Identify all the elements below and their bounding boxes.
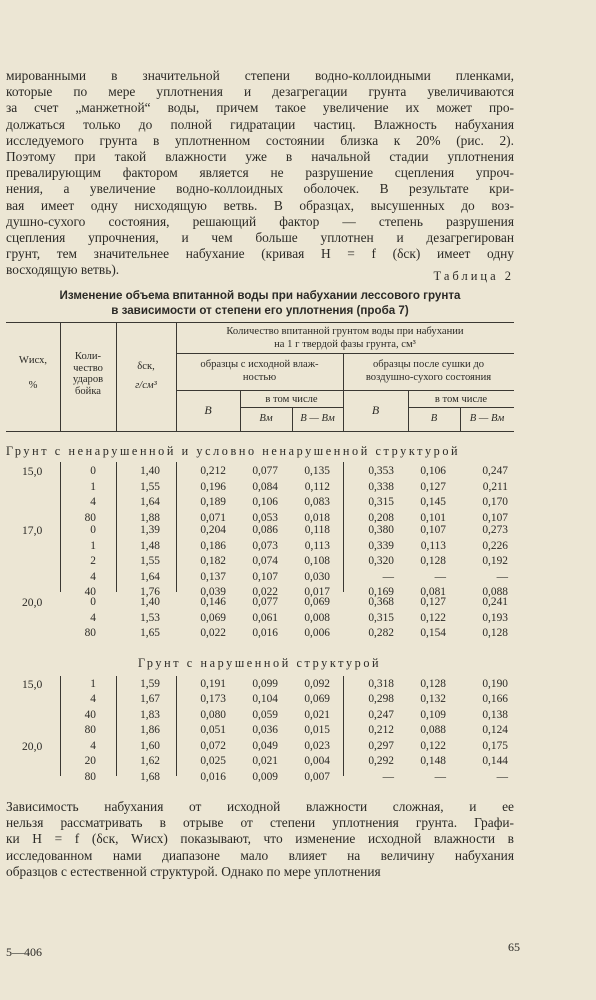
- table-cell: 0,182: [200, 555, 226, 567]
- paragraph-bottom-line-2: нельзя рассматривать в отрыве от степени уплотнения грунта. Графи-: [6, 815, 514, 831]
- header-incl-a: в том числе: [265, 394, 318, 405]
- header-incl-b: в том числе: [434, 394, 488, 405]
- paragraph-bottom: [6, 799, 514, 880]
- table-cell: —: [434, 570, 446, 583]
- table-cell: 0,006: [304, 627, 330, 639]
- table-cell: 80: [84, 770, 96, 783]
- paragraph-top-line-2: которые по мере уплотнения и дезагрегации грунта увеличиваются: [6, 84, 514, 100]
- table-cell: 1,55: [140, 555, 160, 567]
- header-b-a: B: [204, 403, 212, 417]
- table-cell: 0,320: [368, 555, 394, 567]
- table-cell: 1,64: [140, 496, 160, 508]
- table-cell: 0,016: [200, 770, 226, 783]
- w-value: 20,0: [22, 596, 43, 609]
- table-cell: 0,107: [252, 570, 278, 583]
- paragraph-bottom-line-4: исследованном нами диапазоне мало влияет на величину набухания: [6, 847, 514, 863]
- table-cell: 4: [90, 611, 96, 624]
- header-b-b: B: [371, 403, 380, 417]
- table-cell: 0,297: [368, 740, 394, 752]
- table-cell: 0,212: [200, 465, 226, 477]
- table-cell: 1,40: [140, 465, 160, 477]
- table-cell: 4: [90, 570, 96, 583]
- table-cell: 0,190: [482, 678, 508, 690]
- w-value: 15,0: [22, 465, 43, 478]
- paragraph-top-line-9: вая имеет одну нисходящую ветвь. В образцах, высушенных до воз-: [6, 197, 514, 213]
- table-cell: —: [496, 770, 508, 783]
- table-cell: 0,092: [304, 678, 330, 690]
- header-qty-line-2: на 1 г твердой фазы грунта, см³: [274, 338, 416, 350]
- table-cell: 0,009: [252, 770, 278, 783]
- table-cell: 0,053: [252, 511, 278, 524]
- table-cell: 1,40: [140, 596, 160, 608]
- table-cell: 0,051: [200, 723, 226, 736]
- table-cell: 0,061: [252, 611, 278, 624]
- table-cell: 0,021: [304, 708, 330, 721]
- table-cell: 0,247: [482, 465, 508, 477]
- table-cell: 0,208: [368, 511, 394, 524]
- table-label: Таблица 2: [433, 269, 514, 283]
- table-cell: 0,039: [200, 586, 226, 598]
- table-cell: 20: [84, 755, 96, 768]
- table-cell: 0,077: [252, 465, 278, 477]
- table-cell: 0,113: [420, 539, 446, 552]
- table-cell: 0,144: [482, 755, 508, 768]
- table-cell: 0,069: [304, 693, 330, 706]
- table-cell: 0,128: [482, 627, 508, 639]
- table-cell: 0,186: [200, 539, 226, 552]
- table-title-line-2: в зависимости от степени его уплотнения (проба 7): [111, 303, 409, 317]
- header-qty-line-1: Количество впитанной грунтом воды при набухании: [226, 326, 464, 337]
- header-w-isx-label: Wисх,: [18, 355, 48, 366]
- header-group-b-line-2: воздушно-сухого состояния: [365, 371, 492, 383]
- header-blows-line-4: бойка: [74, 385, 102, 397]
- table-cell: 0,145: [420, 496, 446, 508]
- table-cell: 0,104: [252, 693, 278, 706]
- table-cell: 0,036: [252, 723, 278, 736]
- paragraph-top-line-10: душно-сухого состояния, решающий фактор — степень разрушения: [6, 213, 514, 229]
- page-number: 65: [508, 940, 520, 954]
- header-blows-line-2: чество: [73, 362, 103, 374]
- table-cell: 0,127: [420, 596, 446, 608]
- paragraph-top-line-5: исследуемого грунта в уплотненном состоянии близка к 20% (рис. 2).: [6, 132, 514, 148]
- table-cell: 1,59: [140, 678, 160, 690]
- paragraph-bottom-line-5: образцов с естественной структурой. Однако по мере уплотнения: [6, 863, 381, 879]
- table-cell: 0,273: [482, 524, 508, 536]
- table-cell: 0,175: [482, 740, 508, 752]
- w-value: 20,0: [22, 740, 43, 753]
- table-cell: 1,68: [140, 770, 160, 783]
- table-cell: 0,069: [304, 596, 330, 608]
- table-cell: 0,083: [304, 496, 330, 508]
- table-cell: 0,059: [252, 708, 278, 721]
- table-cell: 0,339: [368, 539, 394, 552]
- paragraph-top-line-4: должаться только до полной гидратации частиц. Влажность набухания: [6, 116, 514, 132]
- table-cell: 0,106: [252, 496, 278, 508]
- table-cell: 0,189: [200, 496, 226, 508]
- header-delta-label: δск,: [137, 361, 155, 372]
- table-cell: 0,099: [252, 678, 278, 690]
- table-cell: 1: [90, 539, 96, 552]
- paragraph-top-line-8: нения, а увеличение водно-коллоидных оболочек. В результате кри-: [6, 181, 514, 197]
- table-cell: 0,023: [304, 740, 330, 752]
- footer-signature: 5—406: [6, 945, 42, 959]
- paragraph-bottom-line-1: Зависимость набухания от исходной влажности сложная, и ее: [6, 799, 514, 814]
- table-cell: 0,080: [200, 708, 226, 721]
- table-cell: 0,072: [200, 740, 226, 752]
- table-cell: 0,338: [368, 480, 394, 493]
- table-cell: 0,022: [252, 586, 278, 598]
- table-cell: 0,169: [368, 586, 394, 598]
- table-cell: 0,173: [200, 693, 226, 706]
- table-cell: 4: [90, 693, 96, 706]
- header-group-a-line-1: образцы с исходной влаж-: [200, 359, 319, 370]
- table-cell: 4: [90, 740, 96, 752]
- table-cell: 1,65: [140, 627, 160, 639]
- table-cell: 0,211: [482, 480, 508, 493]
- table-cell: 1,55: [140, 480, 160, 493]
- table-cell: 0,071: [200, 511, 226, 524]
- table-cell: 0,282: [368, 627, 394, 639]
- table-cell: 0,204: [200, 524, 226, 536]
- table-cell: 0,192: [482, 555, 508, 567]
- table-cell: 0: [90, 465, 96, 477]
- w-value: 15,0: [22, 678, 43, 691]
- table-cell: —: [382, 570, 394, 583]
- table-cell: 0,086: [252, 524, 278, 536]
- header-group-b-line-1: образцы после сушки до: [372, 359, 485, 370]
- table-cell: 0,118: [304, 524, 330, 536]
- table-cell: 0,088: [482, 586, 508, 598]
- header-delta-unit: г/см³: [135, 379, 157, 391]
- table-cell: 1,62: [140, 755, 160, 768]
- table-cell: 1: [90, 678, 96, 690]
- table-cell: 0,017: [304, 586, 330, 598]
- table-cell: 0,353: [368, 465, 394, 477]
- table-cell: 0,081: [420, 586, 446, 598]
- table-cell: 0,021: [252, 755, 278, 768]
- paragraph-top-line-13: восходящую ветвь).: [6, 262, 120, 278]
- table-cell: 0,007: [304, 770, 330, 783]
- table-cell: 0,212: [368, 723, 394, 736]
- table-cell: 0,122: [420, 611, 446, 624]
- table-cell: 0,380: [368, 524, 394, 536]
- table-cell: 0,107: [420, 524, 446, 536]
- table-cell: 0,074: [252, 555, 278, 567]
- table-cell: 0,025: [200, 755, 226, 768]
- table-cell: 0,015: [304, 723, 330, 736]
- table-cell: 0,128: [420, 678, 446, 690]
- table-cell: 1,53: [140, 611, 160, 624]
- table-cell: 4: [90, 496, 96, 508]
- header-bm-b: B: [430, 413, 438, 424]
- table-cell: —: [434, 770, 446, 783]
- table-cell: 0,124: [482, 723, 508, 736]
- table-title-line-1: Изменение объема впитанной воды при набухании лессового грунта: [59, 289, 461, 302]
- table-cell: 0,318: [368, 678, 394, 690]
- table-cell: 0,016: [252, 627, 278, 639]
- section-heading-disturbed: Грунт с нарушенной структурой: [138, 656, 382, 670]
- paragraph-top-line-3: за счет „манжетной“ воды, причем такое увеличение их может про-: [6, 100, 514, 116]
- table-cell: 0,022: [200, 627, 226, 639]
- table-cell: 0,226: [482, 539, 508, 552]
- table-cell: 0,196: [200, 480, 226, 493]
- table-cell: 0,077: [252, 596, 278, 608]
- header-blows-line-3: ударов: [72, 374, 104, 385]
- table-cell: 0,049: [252, 740, 278, 752]
- table-cell: 0,138: [482, 708, 508, 721]
- header-w-unit: %: [28, 379, 38, 391]
- table-cell: 0,008: [304, 611, 330, 624]
- table-cell: 0,315: [368, 496, 394, 508]
- header-group-a-line-2: ностью: [242, 371, 277, 383]
- table-cell: 0,137: [200, 570, 226, 583]
- table-cell: 80: [84, 723, 96, 736]
- table-cell: 0: [90, 524, 96, 536]
- table-cell: 0,170: [482, 496, 508, 508]
- paragraph-top-line-12: грунт, тем значительнее набухание (кривая H = f (δск) имеет одну: [6, 246, 514, 262]
- paragraph-top-line-6: Поэтому при такой влажности уже в начальной стадии уплотнения: [6, 148, 514, 164]
- table-cell: 0,247: [368, 708, 394, 721]
- table-cell: 0,191: [200, 678, 226, 690]
- table-cell: 0,108: [304, 555, 330, 567]
- table-cell: 1,88: [140, 511, 160, 524]
- table-cell: 0,148: [420, 755, 446, 768]
- table-cell: 0,315: [368, 611, 394, 624]
- table-cell: 0,101: [420, 511, 446, 524]
- table-cell: 1,86: [140, 723, 160, 736]
- table-cell: 0,107: [482, 511, 508, 524]
- table-cell: 1,48: [140, 539, 160, 552]
- table-cell: 80: [84, 627, 96, 639]
- table-cell: 0,193: [482, 611, 508, 624]
- table-cell: 1,67: [140, 693, 160, 706]
- table-cell: —: [496, 570, 508, 583]
- table-cell: 1,76: [140, 586, 160, 598]
- table-cell: 0,018: [304, 511, 330, 524]
- table-cell: 40: [84, 586, 96, 598]
- table-cell: 0,084: [252, 480, 278, 493]
- table-cell: 1,39: [140, 524, 160, 536]
- table-cell: 0,128: [420, 555, 446, 567]
- table-cell: 0,154: [420, 627, 446, 639]
- table-cell: 0,127: [420, 480, 446, 493]
- table-cell: 0,292: [368, 755, 394, 768]
- paragraph-top-line-1: мированными в значительной степени водно-коллоидными пленками,: [6, 68, 514, 83]
- table-cell: 0,132: [420, 693, 446, 706]
- table-cell: 0,166: [482, 693, 508, 706]
- table-cell: 0,113: [304, 539, 330, 552]
- table-cell: 0,004: [304, 755, 330, 768]
- table-cell: 1,64: [140, 570, 160, 583]
- table-cell: 0,088: [420, 723, 446, 736]
- header-bm-a: Bм: [259, 413, 273, 424]
- table-cell: 0,298: [368, 693, 394, 706]
- table-cell: 0,135: [304, 465, 330, 477]
- header-b-minus-bm-b: B — Bм: [469, 413, 505, 424]
- table-cell: 80: [84, 511, 96, 524]
- w-value: 17,0: [22, 524, 43, 537]
- table-cell: 0,112: [304, 480, 330, 493]
- table-cell: 40: [84, 708, 96, 721]
- table-cell: 0,073: [252, 539, 278, 552]
- table-cell: 1,60: [140, 740, 160, 752]
- table-cell: 0,122: [420, 740, 446, 752]
- paragraph-top-line-7: превалирующим фактором является не разрушение сцепления упроч-: [6, 165, 514, 181]
- paragraph-top-line-11: сцепления упрочнения, и чем больше уплотнен и дезагрегирован: [6, 229, 514, 245]
- paragraph-bottom-line-3: ки H = f (δск, Wисх) показывают, что изменение исходной влажности в: [6, 831, 514, 847]
- table-cell: 0,146: [200, 596, 226, 608]
- table-cell: 1,83: [140, 708, 160, 721]
- table-cell: 0,109: [420, 708, 446, 721]
- table-cell: 0,368: [368, 596, 394, 608]
- table-cell: 0: [90, 596, 96, 608]
- section-heading-undisturbed: Грунт с ненарушенной и условно ненарушенной структурой: [6, 444, 461, 458]
- header-blows-line-1: Коли-: [74, 351, 102, 362]
- table-cell: 0,241: [482, 596, 508, 608]
- header-b-minus-bm-a: B — Bм: [300, 413, 335, 424]
- table-cell: 2: [90, 555, 96, 567]
- table-cell: —: [382, 770, 394, 783]
- table-cell: 0,106: [420, 465, 446, 477]
- table-cell: 1: [90, 480, 96, 493]
- table-cell: 0,030: [304, 570, 330, 583]
- table-cell: 0,069: [200, 611, 226, 624]
